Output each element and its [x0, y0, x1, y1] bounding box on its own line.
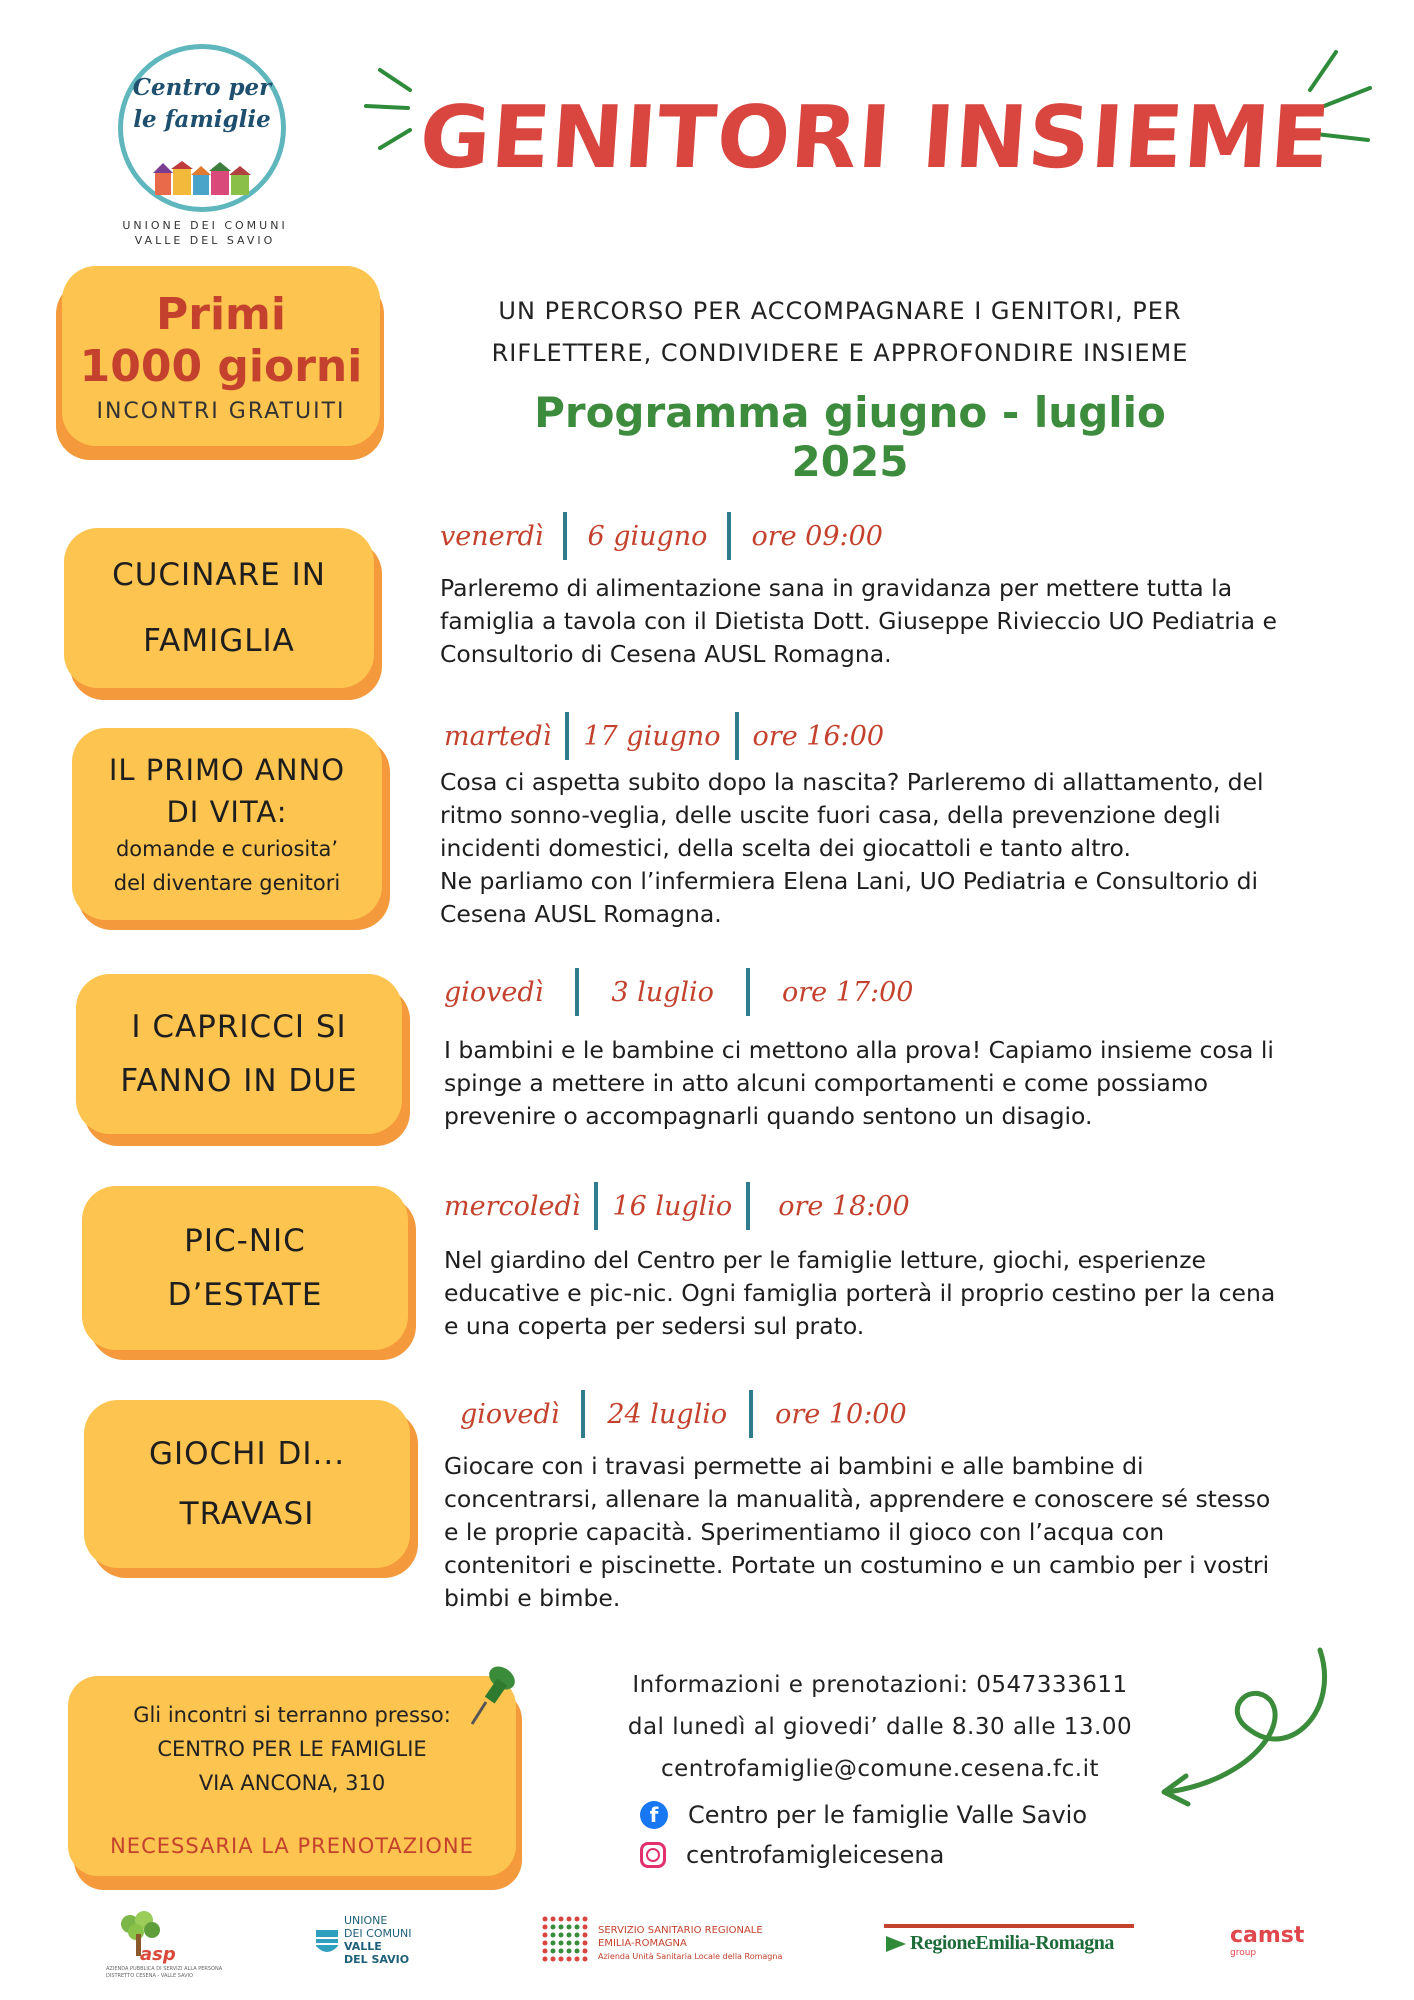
centro-famiglie-logo	[118, 44, 286, 212]
regione-emblem-icon	[884, 1932, 908, 1956]
logo-sub-line-1: UNIONE DEI COMUNI	[122, 219, 288, 232]
logo-subtitle	[100, 218, 310, 248]
camst-sub: group	[1230, 1948, 1257, 1958]
event-3-date: 3 luglio	[611, 976, 714, 1008]
desc-line: Consultorio di Cesena AUSL Romagna.	[440, 640, 892, 668]
event-3-day: giovedì	[444, 976, 544, 1008]
event-5-date: 24 luglio	[607, 1398, 728, 1430]
ssr-text	[598, 1924, 782, 1963]
separator	[749, 1390, 753, 1438]
event-5-title-2: TRAVASI	[179, 1496, 315, 1532]
unione-line-2: DEI COMUNI	[344, 1927, 412, 1940]
desc-line: Parleremo di alimentazione sana in gravidanza per mettere tutta la	[440, 574, 1233, 602]
event-1-day: venerdì	[440, 520, 544, 552]
separator	[563, 512, 567, 560]
ssr-line-1: SERVIZIO SANITARIO REGIONALE	[598, 1925, 763, 1936]
ssr-line-2: EMILIA-ROMAGNA	[598, 1938, 687, 1949]
instagram-icon	[640, 1842, 666, 1868]
desc-line: bimbi e bimbe.	[444, 1584, 621, 1612]
event-4-description	[444, 1244, 1344, 1343]
instagram-row[interactable]	[640, 1836, 944, 1874]
venue-line-2: CENTRO PER LE FAMIGLIE	[157, 1737, 427, 1761]
event-2-time: ore 16:00	[752, 720, 885, 752]
event-5-badge	[84, 1400, 410, 1568]
event-2-title-2: DI VITA:	[166, 795, 288, 829]
event-5-date-row	[460, 1388, 907, 1440]
event-2-day: martedì	[444, 720, 552, 752]
facebook-label: Centro per le famiglie Valle Savio	[688, 1801, 1088, 1829]
asp-text: asp	[140, 1944, 176, 1965]
desc-line: concentrarsi, allenare la manualità, apprendere e conoscere sé stesso	[444, 1485, 1271, 1513]
ssr-line-3: Azienda Unità Sanitaria Locale della Romagna	[598, 1952, 783, 1961]
unione-line-1: UNIONE	[344, 1914, 388, 1927]
ssr-logo	[540, 1914, 800, 1970]
desc-line: e le proprie capacità. Sperimentiamo il gioco con l’acqua con	[444, 1518, 1165, 1546]
event-4-date-row	[444, 1180, 910, 1232]
houses-illustration-icon	[153, 161, 251, 195]
desc-line: Giocare con i travasi permette ai bambini e alle bambine di	[444, 1452, 1144, 1480]
event-2-description	[440, 766, 1340, 931]
event-3-description	[444, 1034, 1344, 1133]
asp-logo	[106, 1910, 226, 1980]
unione-emblem-icon	[314, 1928, 340, 1958]
desc-line: incidenti domestici, della scelta dei giocattoli e tanto altro.	[440, 834, 1131, 862]
asp-sub-2: DISTRETTO CESENA - VALLE SAVIO	[106, 1973, 193, 1979]
desc-line: prevenire o accompagnarli quando sentono un disagio.	[444, 1102, 1093, 1130]
event-1-date: 6 giugno	[587, 520, 708, 552]
desc-line: spinge a mettere in atto alcuni comportamenti e come possiamo	[444, 1069, 1209, 1097]
desc-line: contenitori e piscinette. Portate un costumino e un cambio per i vostri	[444, 1551, 1270, 1579]
logo-sub-line-2: VALLE DEL SAVIO	[134, 234, 276, 247]
event-1-date-row	[440, 510, 883, 562]
event-3-date-row	[444, 966, 913, 1018]
intro-text	[430, 290, 1250, 374]
unione-line-4: DEL SAVIO	[344, 1953, 410, 1966]
regione-logo	[884, 1924, 1134, 1964]
desc-line: Ne parliamo con l’infermiera Elena Lani, UO Pediatria e Consultorio di	[440, 867, 1259, 895]
primi-line-3: INCONTRI GRATUITI	[96, 398, 346, 424]
event-2-badge	[72, 728, 382, 920]
intro-line-1: UN PERCORSO PER ACCOMPAGNARE I GENITORI, PER	[498, 297, 1182, 325]
event-3-time: ore 17:00	[781, 976, 914, 1008]
event-3-badge	[76, 974, 402, 1134]
event-2-title-4: del diventare genitori	[113, 871, 341, 895]
asp-sub-1: AZIENDA PUBBLICA DI SERVIZI ALLA PERSONA	[106, 1966, 223, 1972]
logo-line-1: Centro per	[132, 74, 272, 101]
separator	[735, 712, 739, 760]
desc-line: I bambini e le bambine ci mettono alla prova! Capiamo insieme cosa li	[444, 1036, 1274, 1064]
desc-line: Cosa ci aspetta subito dopo la nascita? Parleremo di allattamento, del	[440, 768, 1264, 796]
event-5-day: giovedì	[460, 1398, 560, 1430]
info-hours: dal lunedì al giovedi’ dalle 8.30 alle 13.00	[627, 1714, 1133, 1740]
event-4-badge	[82, 1186, 408, 1350]
event-4-time: ore 18:00	[778, 1190, 910, 1222]
event-2-title-3: domande e curiosita’	[115, 837, 339, 861]
camst-text: camst	[1230, 1923, 1305, 1948]
event-2-date-row	[444, 710, 884, 762]
event-1-description	[440, 572, 1340, 671]
event-2-date: 17 giugno	[583, 720, 721, 752]
desc-line: educative e pic-nic. Ogni famiglia porterà il proprio cestino per la cena	[444, 1279, 1276, 1307]
facebook-icon: f	[640, 1801, 668, 1829]
venue-line-1: Gli incontri si terranno presso:	[133, 1703, 451, 1727]
event-4-title-2: D’ESTATE	[167, 1277, 323, 1313]
unione-text	[344, 1914, 412, 1966]
separator	[581, 1390, 585, 1438]
separator	[727, 512, 731, 560]
regione-bar	[884, 1924, 1134, 1928]
separator	[594, 1182, 598, 1230]
primi-badge	[62, 266, 380, 446]
info-email[interactable]: centrofamiglie@comune.cesena.fc.it	[660, 1756, 1100, 1782]
unione-logo	[314, 1912, 434, 1968]
event-4-day: mercoledì	[444, 1190, 581, 1222]
instagram-label: centrofamigleicesena	[686, 1841, 945, 1869]
event-1-time: ore 09:00	[751, 520, 883, 552]
event-3-title-1: I CAPRICCI SI	[131, 1009, 347, 1045]
desc-line: famiglia a tavola con il Dietista Dott. Giuseppe Rivieccio UO Pediatria e	[440, 607, 1277, 635]
event-5-time: ore 10:00	[775, 1398, 907, 1430]
curly-arrow-icon	[1150, 1640, 1350, 1820]
unione-line-3: VALLE	[344, 1940, 382, 1953]
event-1-title-1: CUCINARE IN	[112, 557, 326, 593]
event-2-title-1: IL PRIMO ANNO	[108, 753, 346, 787]
event-1-badge	[64, 528, 374, 688]
main-title: GENITORI INSIEME	[416, 88, 1334, 188]
venue-box	[68, 1676, 516, 1876]
desc-line: e una coperta per sedersi sul prato.	[444, 1312, 865, 1340]
desc-line: Nel giardino del Centro per le famiglie letture, giochi, esperienze	[444, 1246, 1206, 1274]
desc-line: ritmo sonno-veglia, delle uscite fuori casa, della prevenzione degli	[440, 801, 1221, 829]
sparkle-left-icon	[360, 50, 420, 150]
asp-subtitle	[106, 1966, 222, 1980]
ssr-dots-icon	[540, 1914, 590, 1966]
intro-line-2: RIFLETTERE, CONDIVIDERE E APPROFONDIRE INSIEME	[491, 339, 1189, 367]
facebook-row[interactable]	[640, 1796, 1087, 1834]
desc-line: Cesena AUSL Romagna.	[440, 900, 722, 928]
event-3-title-2: FANNO IN DUE	[120, 1063, 358, 1099]
separator	[575, 968, 579, 1016]
camst-logo	[1230, 1924, 1330, 1964]
primi-line-2: 1000 giorni	[79, 340, 363, 392]
programma-title: Programma giugno - luglio 2025	[534, 388, 1166, 486]
pushpin-icon	[466, 1658, 526, 1738]
venue-line-3: VIA ANCONA, 310	[198, 1771, 386, 1795]
primi-line-1: Primi	[156, 288, 286, 340]
separator	[746, 968, 750, 1016]
event-4-title-1: PIC-NIC	[184, 1223, 306, 1259]
info-phone: Informazioni e prenotazioni: 0547333611	[632, 1672, 1128, 1698]
separator	[746, 1182, 750, 1230]
separator	[565, 712, 569, 760]
logo-line-2: le famiglie	[133, 106, 271, 133]
event-5-title-1: GIOCHI DI...	[148, 1436, 346, 1472]
event-1-title-2: FAMIGLIA	[143, 623, 295, 659]
venue-requirement: NECESSARIA LA PRENOTAZIONE	[110, 1834, 474, 1858]
regione-text: RegioneEmilia-Romagna	[910, 1932, 1114, 1954]
event-4-date: 16 luglio	[612, 1190, 733, 1222]
info-block	[600, 1664, 1160, 1790]
event-5-description	[444, 1450, 1344, 1615]
